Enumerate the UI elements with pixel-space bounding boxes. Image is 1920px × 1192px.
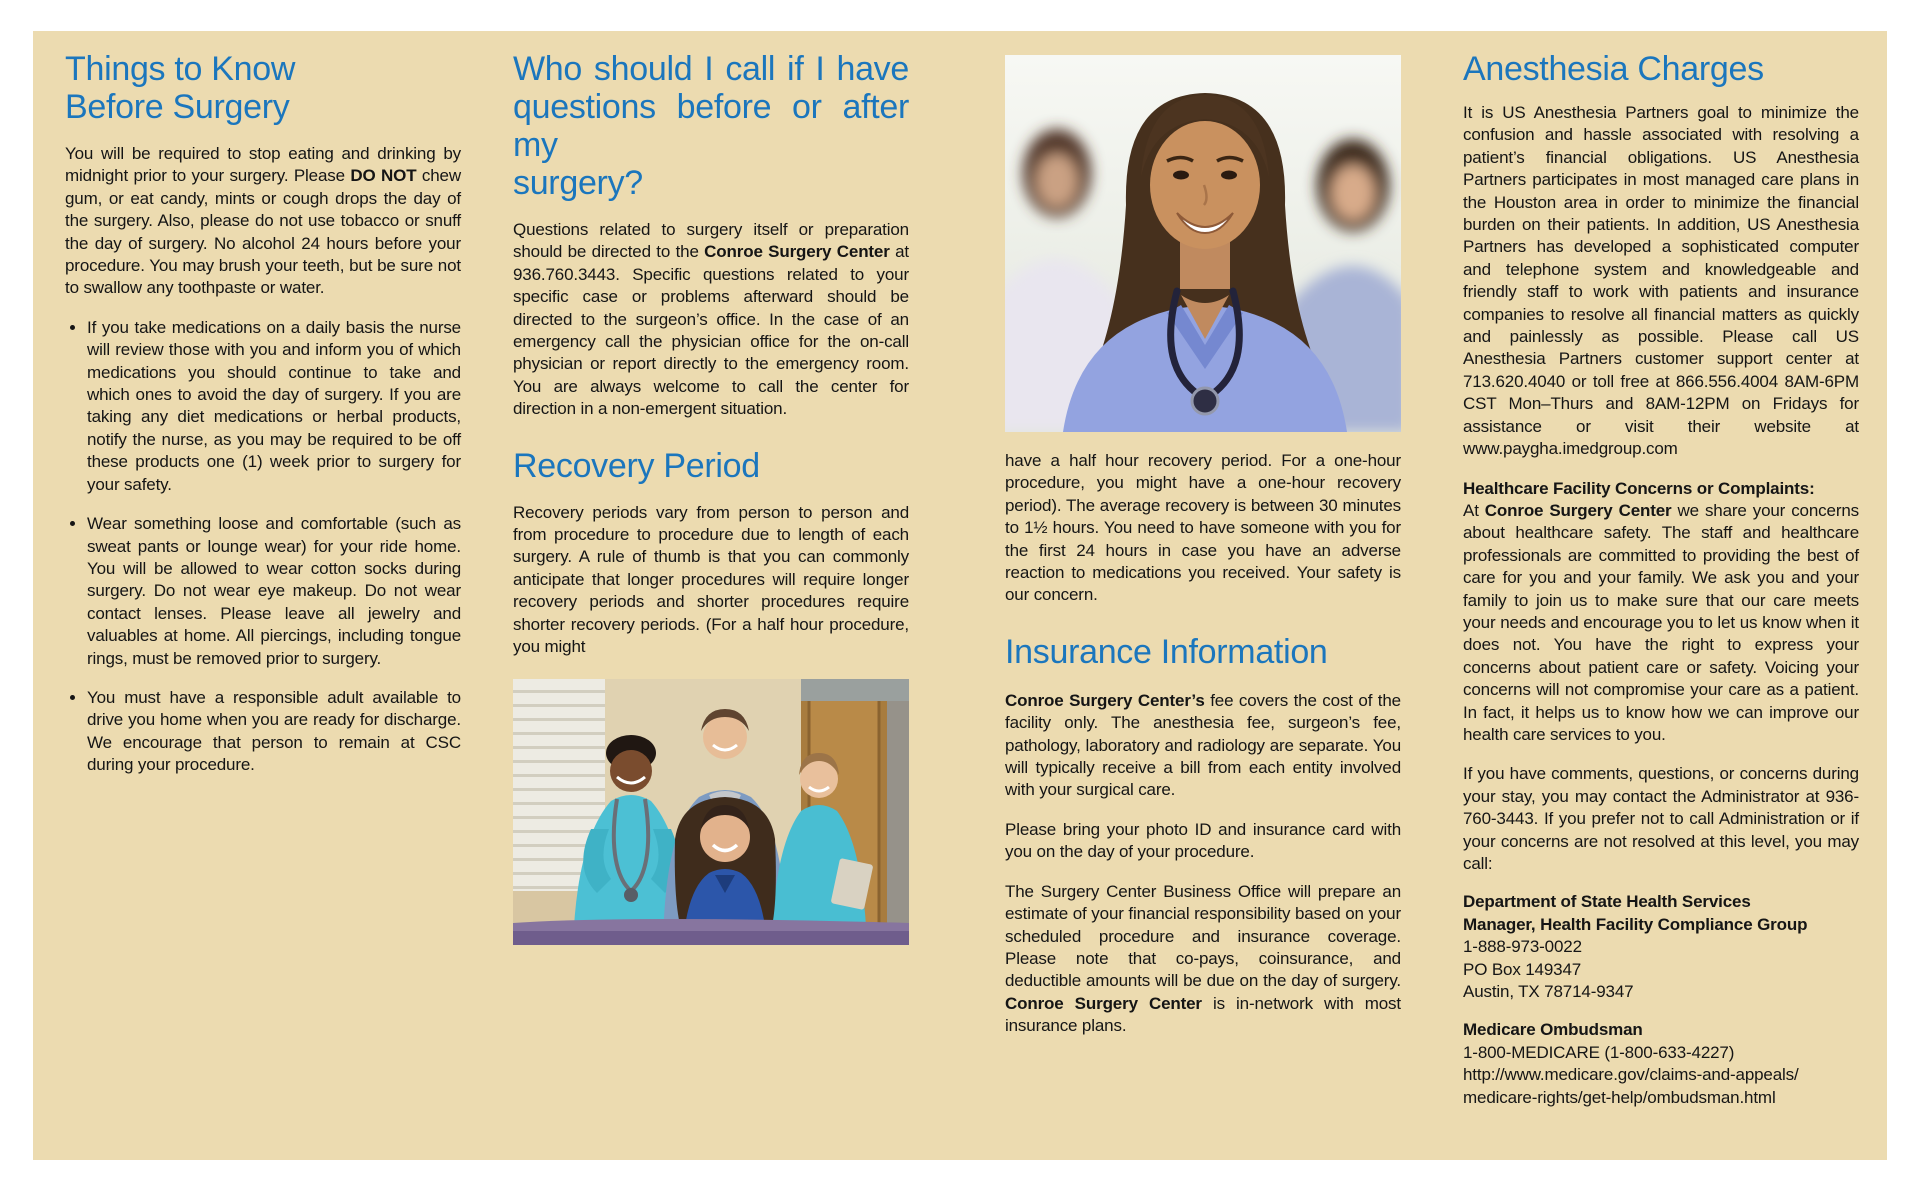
text-run: The Surgery Center Business Office will prepare an estimate of your financial responsibility based on your scheduled procedure and insurance coverage. Please note that co-pays, coinsurance, and deductible amounts will be due on the day of surgery. [1005,881,1401,991]
bold-run: Conroe Surgery Center [1005,993,1202,1013]
text-run: Questions related to surgery itself or preparation should be directed to the [513,220,909,262]
concerns-paragraph [1463,478,1859,747]
insurance-paragraph-1 [1005,690,1401,802]
contact-line: Manager, Health Facility Compliance Group [1463,914,1808,934]
bold-run: Healthcare Facility Concerns or Complaints: [1463,478,1815,498]
intro-paragraph [65,143,461,300]
contact-line: 1-888-973-0022 [1463,937,1582,957]
insurance-heading: Insurance Information [1005,632,1328,671]
comments-paragraph: If you have comments, questions, or concerns during your stay, you may contact the Administrator at 936-760-3443. If you prefer not to call Administration or if your concerns are not resolved at this level, you may call: [1463,764,1859,873]
text-run: At [1463,500,1485,520]
heading-line: surgery? [513,164,643,202]
who-to-call-heading [513,50,909,202]
things-to-know-heading [65,50,461,126]
heading-line: Who should I call if I have [513,50,909,88]
column-things-to-know [65,50,461,777]
contact-line: Department of State Health Services [1463,892,1751,912]
anesthesia-heading: Anesthesia Charges [1463,50,1764,88]
list-item: • If you take medications on a daily basis the nurse will review those with you and inform you of which medications you should continue to take and which ones to avoid the day of surgery. If you are taking any diet medications or herbal products, notify the nurse, as you may be required to be off these products one (1) week prior to surgery for your safety. [87,317,461,496]
bold-run: Conroe Surgery Center [1484,500,1672,520]
heading-line: Before Surgery [65,88,290,126]
column-insurance [1005,55,1401,1038]
dshs-contact-block [1463,891,1859,1003]
contact-line: Austin, TX 78714-9347 [1463,982,1634,1002]
list-item: • Wear something loose and comfortable (such as sweat pants or lounge wear) for your ride home. You will be allowed to wear cotton socks during surgery. Do not wear eye makeup. Do not wear contact lenses. Please leave all jewelry and valuables at home. All piercings, including tongue rings, must be removed prior to surgery. [87,513,461,670]
column-who-to-call [513,50,909,945]
text-run: You will be required to stop eating and drinking by midnight prior to your surgery. Please [65,144,461,186]
text-run: is in-network with most insurance plans. [1005,993,1401,1036]
contact-line: PO Box 149347 [1463,959,1582,979]
bold-run: DO NOT [350,166,417,186]
recovery-continuation-paragraph: have a half hour recovery period. For a one-hour procedure, you might have a one-hour recovery period). The average recovery is between 30 minutes to 1½ hours. You need to have someone with you for the first 24 hours in case you have an adverse reaction to medications you received. Your safety is our concern. [1005,451,1401,605]
recovery-period-heading: Recovery Period [513,446,760,485]
bold-run: Conroe Surgery Center’s [1005,690,1205,710]
insurance-paragraph-3 [1005,881,1401,1038]
medicare-contact-block [1463,1019,1859,1109]
contact-line: medicare-rights/get-help/ombudsman.html [1463,1087,1776,1107]
text-run: at 936.760.3443. Specific questions related to your specific case or problems afterward should be directed to the surgeon’s office. In the case of an emergency call the physician office for the on-call physician or report directly to the emergency room. You are always welcome to call the center for direction in a non-emergent situation. [513,242,909,419]
insurance-paragraph-2: Please bring your photo ID and insurance card with you on the day of your procedure. [1005,819,1401,862]
text-run: chew gum, or eat candy, mints or cough drops the day of the surgery. Also, please do not use tobacco or snuff the day of surgery. No alcohol 24 hours before your procedure. You may brush your teeth, but be sure not to swallow any toothpaste or water. [65,166,461,298]
care-team-photo [513,679,909,945]
list-item: • You must have a responsible adult available to drive you home when you are ready for discharge. We encourage that person to remain at CSC during your procedure. [87,687,461,777]
bold-run: Conroe Surgery Center [704,242,890,262]
column-anesthesia [1463,50,1859,1109]
heading-line: Things to Know [65,50,296,88]
text-run: we share your concerns about healthcare safety. The staff and healthcare professionals are committed to providing the best of care for you and your family. We ask you and your family to join us to make sure that our care meets your needs and encourage you to let us know when it does not. You have the right to express your concerns about patient care or safety. Voicing your concerns will not compromise your care as a patient. In fact, it helps us to know how we can improve our health care services to you. [1463,500,1859,744]
pre-surgery-bullet-list [65,317,461,777]
contact-line: http://www.medicare.gov/claims-and-appeals/ [1463,1065,1799,1085]
contact-line: Medicare Ombudsman [1463,1020,1643,1040]
nurse-portrait-photo [1005,55,1401,432]
text-run: fee covers the cost of the facility only. The anesthesia fee, surgeon’s fee, pathology, laboratory and radiology are separate. You will typically receive a bill from each entity involved with your surgical care. [1005,690,1401,800]
heading-line: questions before or after my [513,88,909,164]
recovery-paragraph: Recovery periods vary from person to person and from procedure to procedure due to length of each surgery. A rule of thumb is that you can commonly anticipate that longer procedures will require longer recovery periods and shorter procedures require shorter recovery periods. (For a half hour procedure, you might [513,502,909,657]
contact-line: 1-800-MEDICARE (1-800-633-4227) [1463,1042,1735,1062]
who-to-call-paragraph [513,219,909,421]
anesthesia-paragraph: It is US Anesthesia Partners goal to minimize the confusion and hassle associated with resolving a patient’s financial obligations. US Anesthesia Partners participates in most managed care plans in the Houston area in order to minimize the financial burden on their patients. In addition, US Anesthesia Partners has developed a sophisticated computer and telephone system and knowledgeable and friendly staff to work with patients and insurance companies to resolve all financial matters as quickly and painlessly as possible. Please call US Anesthesia Partners customer support center at 713.620.4040 or toll free at 866.556.4004 8AM-6PM CST Mon–Thurs and 8AM-12PM on Fridays for assistance or visit their website at www.paygha.imedgroup.com [1463,103,1859,459]
